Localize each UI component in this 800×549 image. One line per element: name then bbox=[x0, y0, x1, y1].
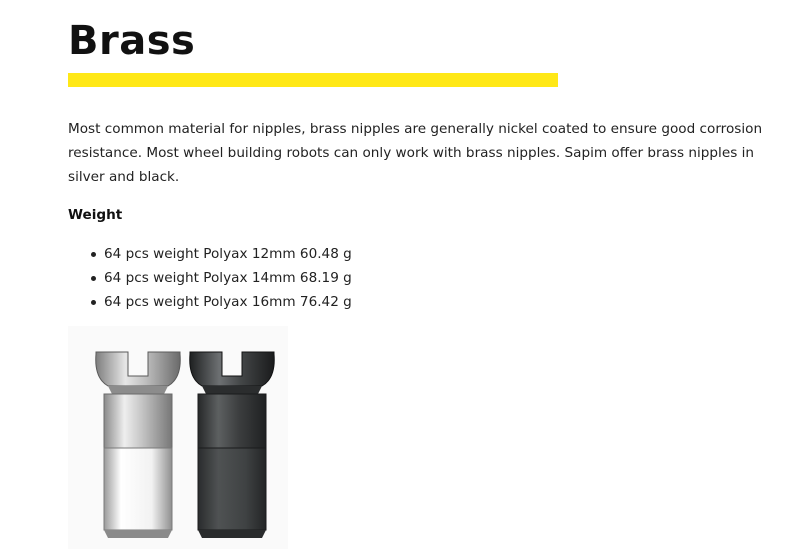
weight-item-12mm: 64 pcs weight Polyax 12mm 60.48 g bbox=[68, 242, 352, 266]
weight-list bbox=[68, 242, 352, 314]
weight-item-16mm: 64 pcs weight Polyax 16mm 76.42 g bbox=[68, 290, 352, 314]
title-underline-bar bbox=[68, 73, 558, 87]
intro-paragraph: Most common material for nipples, brass nipples are generally nickel coated to ensure good corrosion resistance. Most wheel building robots can only work with brass nipples. Sapim offer brass nipples in silver and black. bbox=[68, 121, 763, 185]
black-nipple-image bbox=[184, 326, 280, 549]
nipples-product-image bbox=[68, 326, 288, 549]
weight-item-14mm: 64 pcs weight Polyax 14mm 68.19 g bbox=[68, 266, 352, 290]
silver-nipple-image bbox=[90, 326, 186, 549]
weight-heading: Weight bbox=[68, 207, 123, 223]
page-title: Brass bbox=[68, 18, 196, 64]
